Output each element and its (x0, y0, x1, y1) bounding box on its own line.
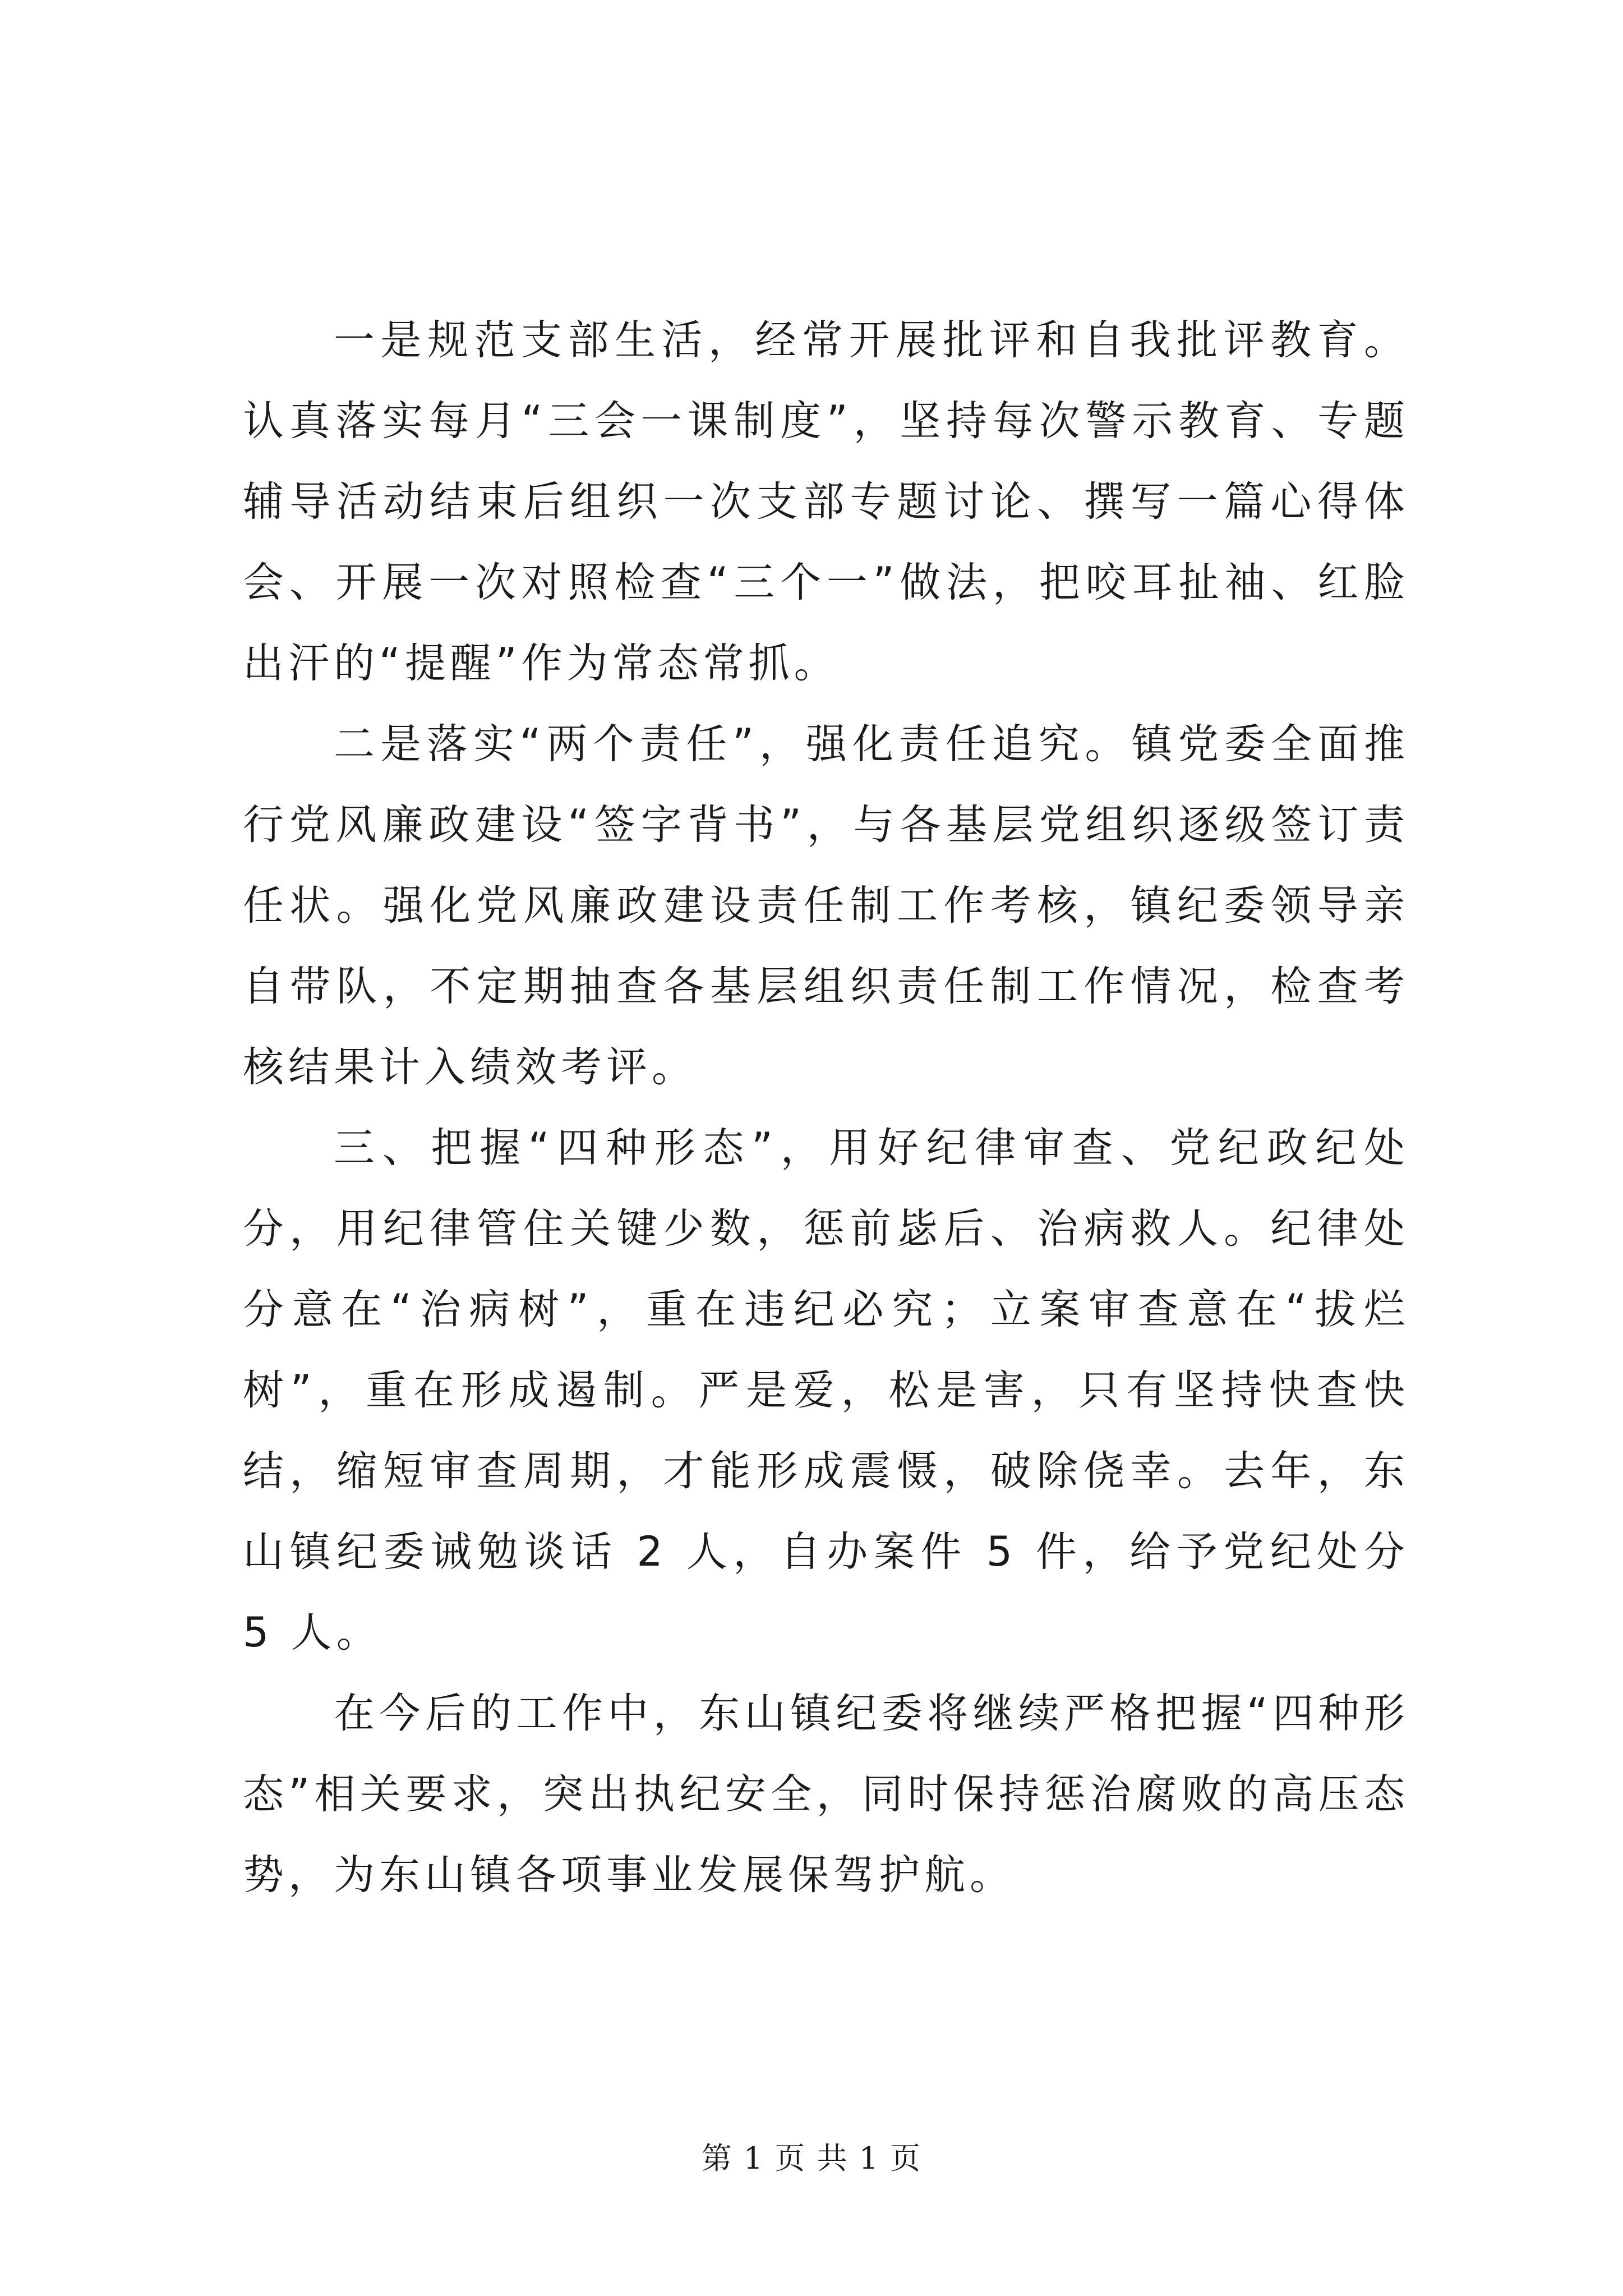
paragraph-1: 一是规范支部生活，经常开展批评和自我批评教育。认真落实每月“三会一课制度”，坚持每次警示教育、专题辅导活动结束后组织一次支部专题讨论、撰写一篇心得体会、开展一次对照检查“三个一”做法，把咬耳扯袖、红脸出汗的“提醒”作为常态常抓。 (243, 316, 1409, 687)
paragraph-4: 在今后的工作中，东山镇纪委将继续严格把握“四种形态”相关要求，突出执纪安全，同时保持惩治腐败的高压态势，为东山镇各项事业发展保驾护航。 (243, 1690, 1409, 1899)
page-number-footer: 第 1 页 共 1 页 (701, 2141, 922, 2176)
paragraph-3: 三、把握“四种形态”，用好纪律审查、党纪政纪处分，用纪律管住关键少数，惩前毖后、治病救人。纪律处分意在“治病树”，重在违纪必究；立案审查意在“拔烂树”，重在形成遏制。严是爱，松是害，只有坚持快查快结，缩短审查周期，才能形成震慑，破除侥幸。去年，东山镇纪委诫勉谈话 2 人，自办案件 5 件，给予党纪处分 5 人。 (243, 1124, 1409, 1657)
paragraph-2: 二是落实“两个责任”，强化责任追究。镇党委全面推行党风廉政建设“签字背书”，与各基层党组织逐级签订责任状。强化党风廉政建设责任制工作考核，镇纪委领导亲自带队，不定期抽查各基层组织责任制工作情况，检查考核结果计入绩效考评。 (243, 720, 1409, 1091)
document-body (243, 300, 1409, 1916)
